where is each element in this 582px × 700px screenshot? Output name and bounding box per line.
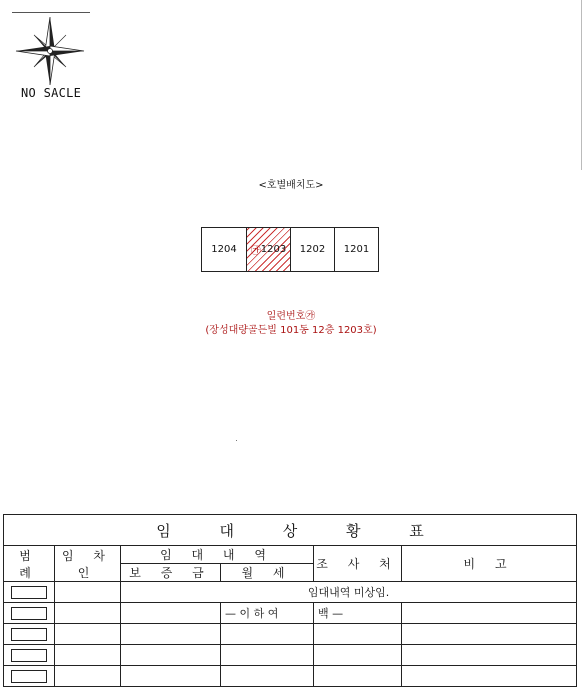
unit-cell-highlighted xyxy=(246,228,290,271)
table-row xyxy=(4,603,577,624)
serial-address: (장성대량골든빌 101동 12층 1203호) xyxy=(205,325,377,336)
unit-cell xyxy=(202,228,246,271)
unit-layout-diagram xyxy=(201,227,379,272)
legend-box xyxy=(11,670,47,683)
legend-box xyxy=(11,586,47,599)
table-row xyxy=(4,666,577,687)
header-tenant: 임 차 인 xyxy=(55,546,121,582)
legend-box xyxy=(11,628,47,641)
compass-rose-icon xyxy=(14,15,86,87)
serial-caption xyxy=(0,310,582,338)
header-remarks: 비 고 xyxy=(402,546,577,582)
header-legend: 범 례 xyxy=(4,546,55,582)
blank-marker-end: 백 — xyxy=(314,603,402,624)
header-surveyed-at: 조 사 처 xyxy=(314,546,402,582)
header-monthly: 월 세 xyxy=(221,564,314,582)
scale-note: NO SACLE xyxy=(21,86,82,100)
lease-note: 임대내역 미상임. xyxy=(121,582,577,603)
unit-label: 1203 xyxy=(260,244,287,255)
legend-box xyxy=(11,649,47,662)
unit-label: 1204 xyxy=(211,244,237,255)
header-lease-detail: 임 대 내 역 xyxy=(121,546,314,564)
unit-marker: ㉮ xyxy=(250,246,261,257)
unit-label: 1201 xyxy=(343,244,370,255)
table-row xyxy=(4,645,577,666)
scan-edge xyxy=(578,0,582,170)
lease-table-title: 임 대 상 황 표 xyxy=(4,515,577,546)
lease-status-table xyxy=(3,514,577,687)
legend-box xyxy=(11,607,47,620)
header-deposit: 보 증 금 xyxy=(121,564,221,582)
unit-cell xyxy=(334,228,378,271)
top-rule xyxy=(12,12,90,13)
scan-speck xyxy=(236,440,237,441)
unit-layout-title: <호별배치도> xyxy=(258,180,324,191)
unit-label: 1202 xyxy=(299,244,326,255)
table-row xyxy=(4,582,577,603)
table-row xyxy=(4,624,577,645)
unit-cell xyxy=(290,228,334,271)
blank-marker-start: — 이 하 여 xyxy=(221,603,314,624)
serial-number: 일련번호㉮ xyxy=(266,311,316,322)
